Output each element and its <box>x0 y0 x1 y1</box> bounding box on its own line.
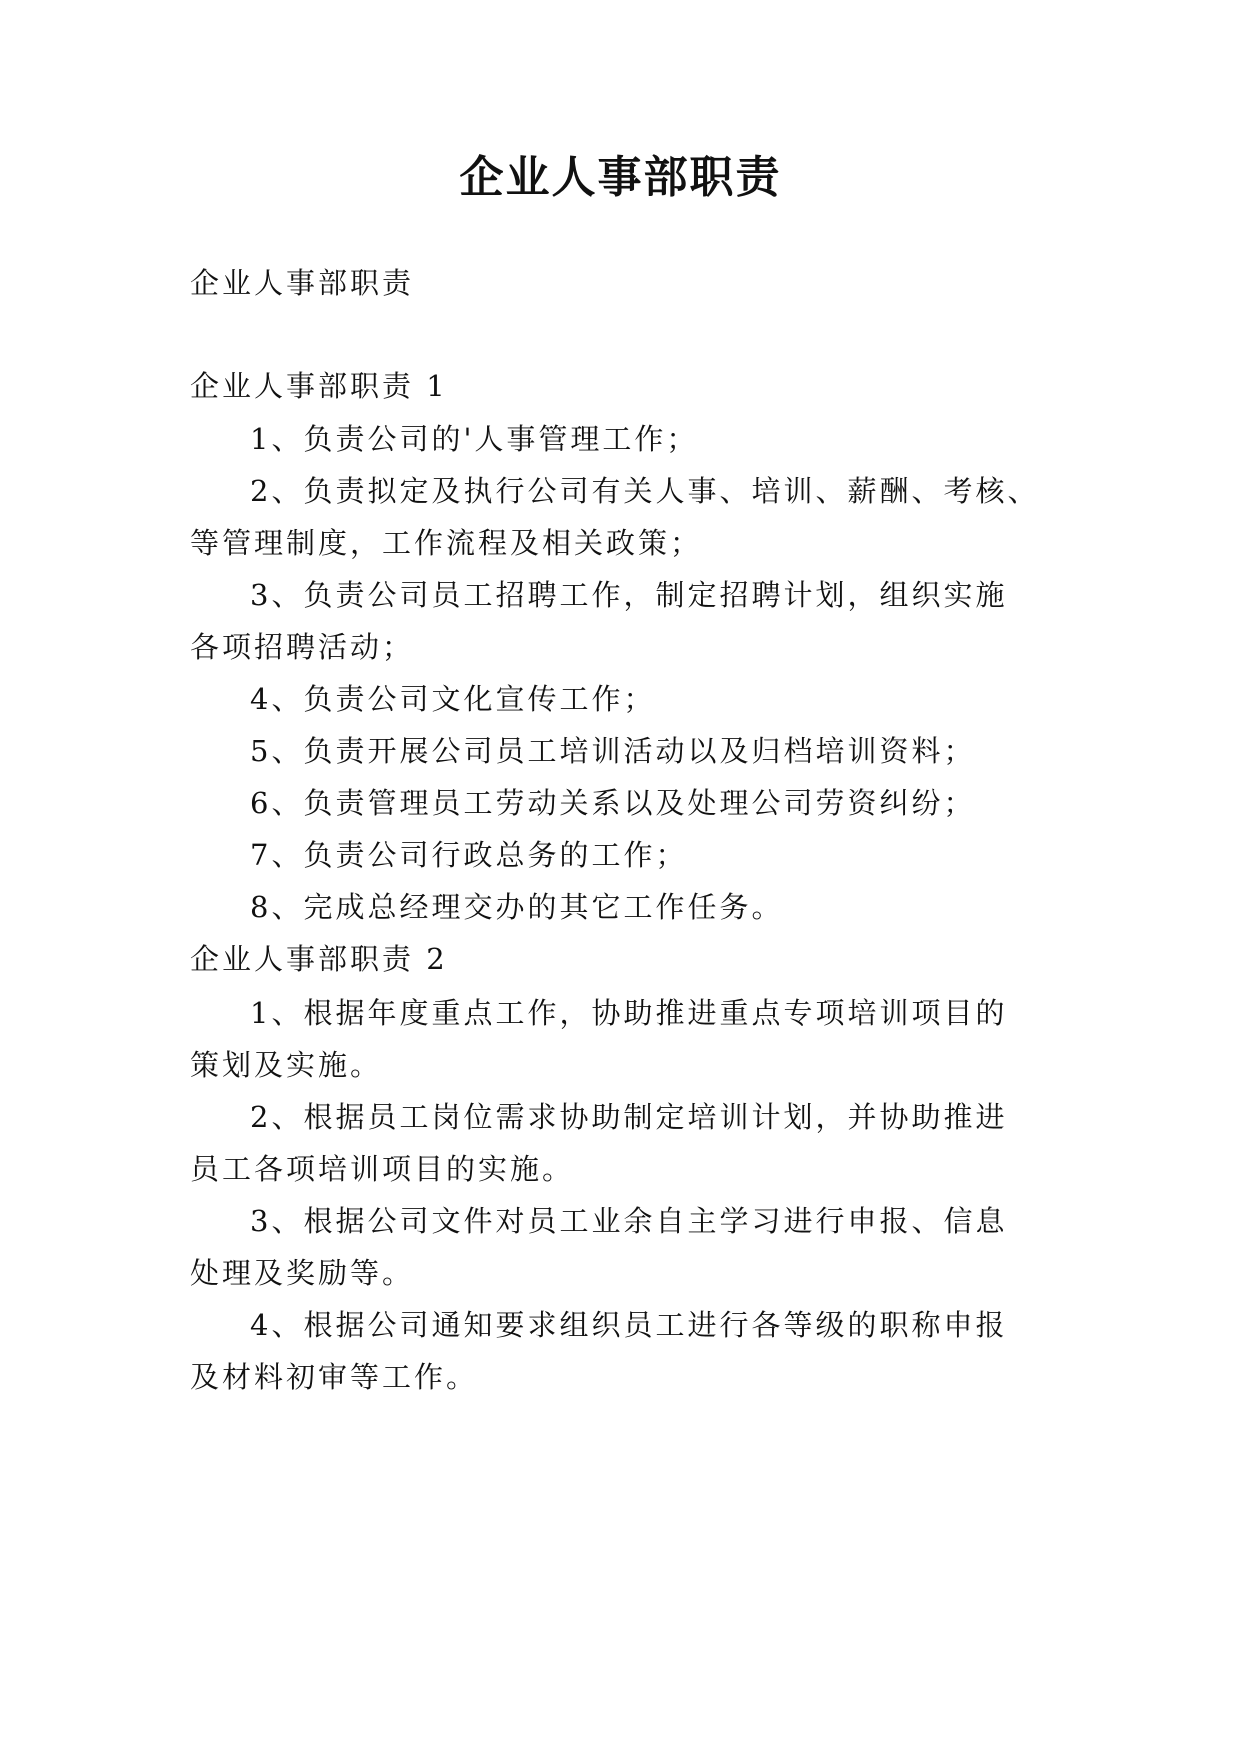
section-2-heading: 企业人事部职责 2 <box>190 942 448 976</box>
section-1-item-1: 1、负责公司的'人事管理工作； <box>250 422 699 456</box>
section-1-item-3: 3、负责公司员工招聘工作，制定招聘计划，组织实施 <box>250 578 1008 612</box>
section-2-item-3-cont: 处理及奖励等。 <box>190 1256 415 1290</box>
section-2-item-2-cont: 员工各项培训项目的实施。 <box>190 1152 575 1186</box>
section-1-item-8: 8、完成总经理交办的其它工作任务。 <box>250 890 784 924</box>
page-title: 企业人事部职责 <box>459 152 782 203</box>
section-2-item-3: 3、根据公司文件对员工业余自主学习进行申报、信息 <box>250 1204 1008 1238</box>
section-2-item-4-cont: 及材料初审等工作。 <box>190 1360 479 1394</box>
section-1-item-7: 7、负责公司行政总务的工作； <box>250 838 688 872</box>
section-1-item-3-cont: 各项招聘活动； <box>190 630 415 664</box>
section-1-item-5: 5、负责开展公司员工培训活动以及归档培训资料； <box>250 734 976 768</box>
section-2-item-2: 2、根据员工岗位需求协助制定培训计划，并协助推进 <box>250 1100 1008 1134</box>
section-1-item-4: 4、负责公司文化宣传工作； <box>250 682 656 716</box>
document-subtitle: 企业人事部职责 <box>190 266 415 300</box>
section-2-item-1: 1、根据年度重点工作，协助推进重点专项培训项目的 <box>250 996 1008 1030</box>
section-1-item-2-cont: 等管理制度，工作流程及相关政策； <box>190 526 703 560</box>
section-1-item-6: 6、负责管理员工劳动关系以及处理公司劳资纠纷； <box>250 786 976 820</box>
section-1-heading: 企业人事部职责 1 <box>190 369 448 403</box>
section-2-item-4: 4、根据公司通知要求组织员工进行各等级的职称申报 <box>250 1308 1008 1342</box>
section-1-item-2: 2、负责拟定及执行公司有关人事、培训、薪酬、考核、 <box>250 474 1040 508</box>
section-2-item-1-cont: 策划及实施。 <box>190 1048 383 1082</box>
